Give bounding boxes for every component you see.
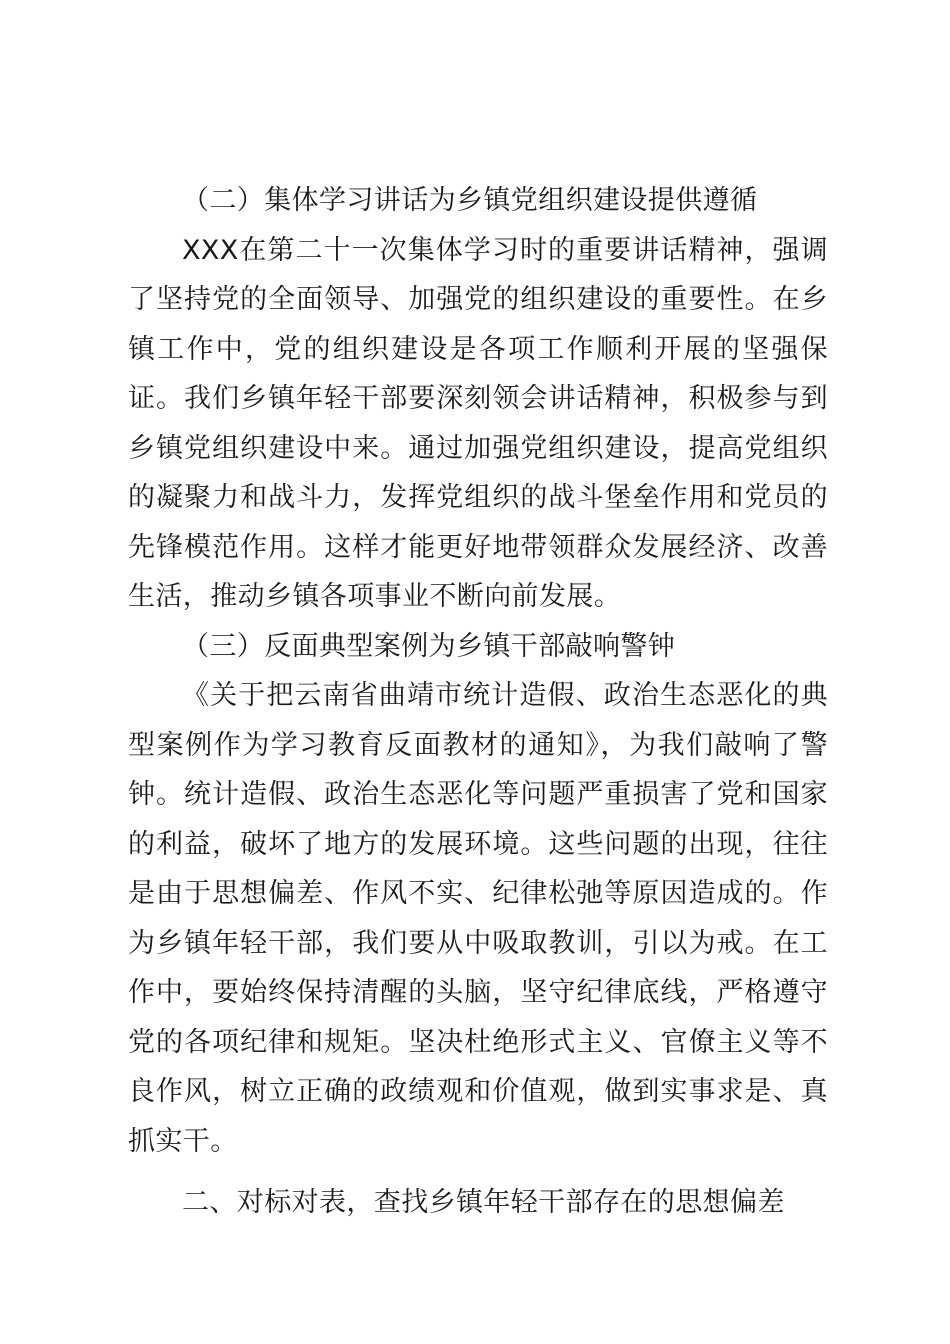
subsection-heading-3: （三）反面典型案例为乡镇干部敲响警钟 (182, 630, 676, 662)
paragraph-party-building: XXX在第二十一次集体学习时的重要讲话精神，强调了坚持党的全面领导、加强党的组织建设的重要性。在乡镇工作中，党的组织建设是各项工作顺利开展的坚强保证。我们乡镇年轻干部要深刻领会讲话精神，积极参与到乡镇党组织建设中来。通过加强党组织建设，提高党组织的凝聚力和战斗力，发挥党组织的战斗堡垒作用和党员的先锋模范作用。这样才能更好地带领群众发展经济、改善生活，推动乡镇各项事业不断向前发展。 (128, 234, 828, 612)
paragraph-warning-cases: 《关于把云南省曲靖市统计造假、政治生态恶化的典型案例作为学习教育反面教材的通知》，为我们敲响了警钟。统计造假、政治生态恶化等问题严重损害了党和国家的利益，破坏了地方的发展环境。这些问题的出现，往往是由于思想偏差、作风不实、纪律松弛等原因造成的。作为乡镇年轻干部，我们要从中吸取教训，引以为戒。在工作中，要始终保持清醒的头脑，坚守纪律底线，严格遵守党的各项纪律和规矩。坚决杜绝形式主义、官僚主义等不良作风，树立正确的政绩观和价值观，做到实事求是、真抓实干。 (128, 680, 828, 1157)
section-heading-2: 二、对标对表，查找乡镇年轻干部存在的思想偏差 (182, 1187, 785, 1218)
subsection-heading-2: （二）集体学习讲话为乡镇党组织建设提供遵循 (182, 185, 758, 216)
document-body (128, 176, 828, 1228)
